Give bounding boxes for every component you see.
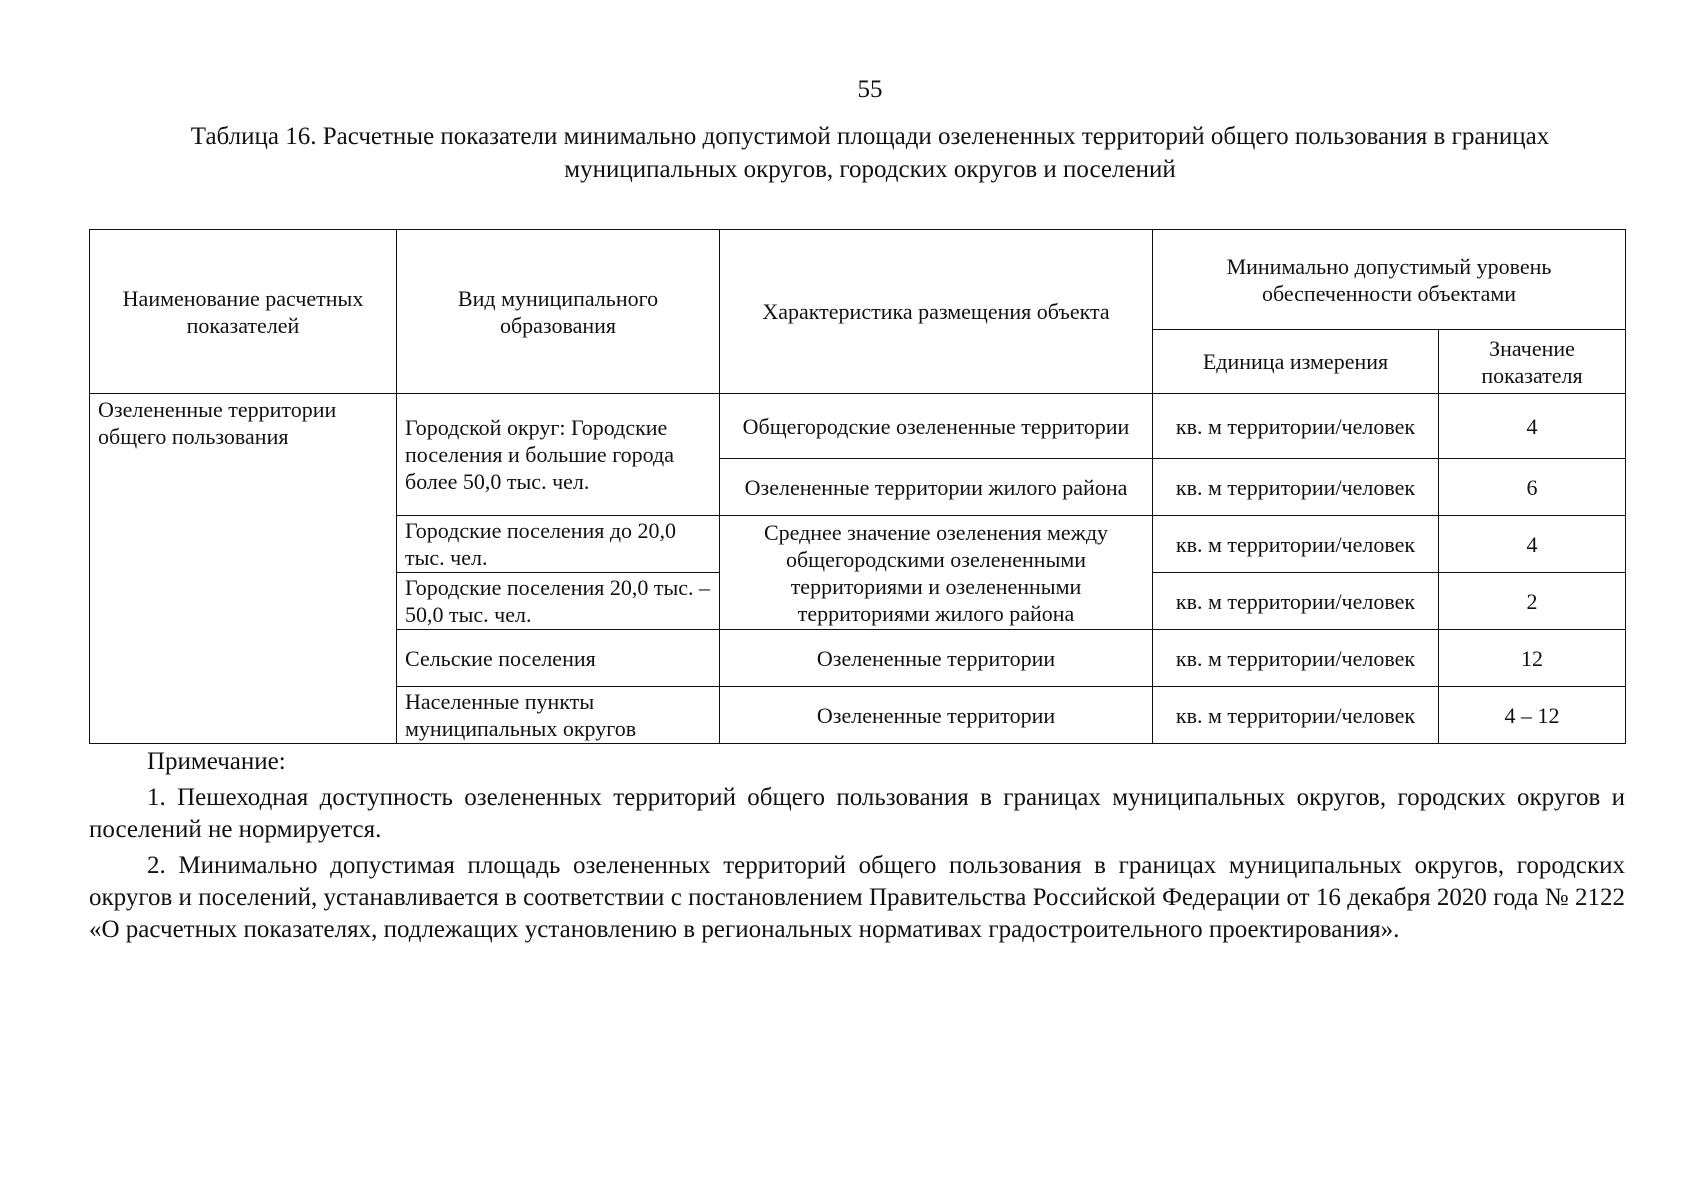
notes-title: Примечание: — [147, 748, 286, 775]
header-indicator-name: Наименование расчетных показателей — [90, 230, 397, 394]
table-title: Таблица 16. Расчетные показатели минимально допустимой площади озелененных территорий общего пользования в границах муниципальных округов, городских округов и поселений — [190, 123, 1550, 183]
indicator-name-cell: Озелененные территории общего пользования — [90, 394, 397, 744]
header-municipal-type: Вид муниципального образования — [397, 230, 720, 394]
municipal-type-cell: Городской округ: Городские поселения и большие города более 50,0 тыс. чел. — [397, 394, 720, 516]
unit-cell: кв. м территории/человек — [1153, 573, 1439, 630]
unit-cell: кв. м территории/человек — [1153, 459, 1439, 516]
municipal-type-cell: Городские поселения 20,0 тыс. – 50,0 тыс. чел. — [397, 573, 720, 630]
unit-cell: кв. м территории/человек — [1153, 394, 1439, 459]
value-cell: 4 — [1439, 394, 1626, 459]
header-min-level: Минимально допустимый уровень обеспеченности объектами — [1153, 230, 1626, 330]
unit-cell: кв. м территории/человек — [1153, 630, 1439, 687]
municipal-type-cell: Населенные пункты муниципальных округов — [397, 687, 720, 744]
table-header-row — [90, 230, 1626, 330]
value-cell: 6 — [1439, 459, 1626, 516]
header-placement: Характеристика размещения объекта — [720, 230, 1153, 394]
note-item: 1. Пешеходная доступность озелененных территорий общего пользования в границах муниципальных округов, городских округов и поселений не нормируется. — [89, 784, 1625, 843]
value-cell: 4 — [1439, 516, 1626, 573]
municipal-type-cell: Городские поселения до 20,0 тыс. чел. — [397, 516, 720, 573]
placement-cell: Озелененные территории жилого района — [720, 459, 1153, 516]
header-value: Значение показателя — [1439, 330, 1626, 394]
note-item: 2. Минимально допустимая площадь озелененных территорий общего пользования в границах муниципальных округов, городских округов и поселений, устанавливается в соответствии с постановлением Правительства Российской Федерации от 16 декабря 2020 года № 2122 «О расчетных показателях, подлежащих установлению в региональных нормативах градостроительного проектирования». — [89, 852, 1625, 943]
notes-block — [89, 746, 1625, 946]
placement-cell: Общегородские озелененные территории — [720, 394, 1153, 459]
unit-cell: кв. м территории/человек — [1153, 516, 1439, 573]
placement-cell: Озелененные территории — [720, 630, 1153, 687]
placement-cell: Среднее значение озеленения между общегородскими озелененными территориями и озелененными территориями жилого района — [720, 516, 1153, 630]
page-number: 55 — [857, 76, 883, 103]
value-cell: 12 — [1439, 630, 1626, 687]
unit-cell: кв. м территории/человек — [1153, 687, 1439, 744]
table-row — [90, 394, 1626, 459]
value-cell: 4 – 12 — [1439, 687, 1626, 744]
placement-cell: Озелененные территории — [720, 687, 1153, 744]
header-unit: Единица измерения — [1153, 330, 1439, 394]
norms-table — [89, 229, 1626, 744]
municipal-type-cell: Сельские поселения — [397, 630, 720, 687]
value-cell: 2 — [1439, 573, 1626, 630]
